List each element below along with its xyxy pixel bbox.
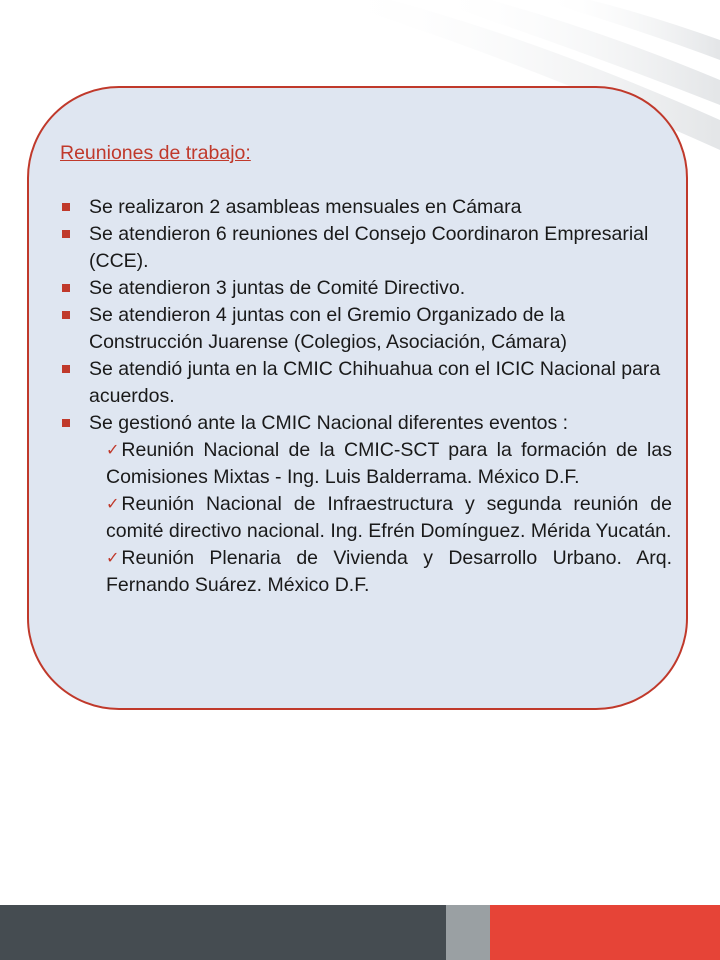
square-bullet-icon — [62, 230, 70, 238]
checkmark-icon: ✓ — [106, 442, 120, 459]
events-list — [89, 437, 672, 599]
square-bullet-icon — [62, 365, 70, 373]
footer-dark-segment — [0, 905, 446, 960]
section-heading: Reuniones de trabajo: — [60, 142, 251, 164]
square-bullet-icon — [62, 419, 70, 427]
list-item: Se atendió junta en la CMIC Chihuahua con el ICIC Nacional para acuerdos. — [60, 356, 672, 410]
list-item: Se atendieron 6 reuniones del Consejo Coordinaron Empresarial (CCE). — [60, 221, 672, 275]
footer-bar — [0, 905, 720, 960]
meetings-section — [60, 140, 672, 599]
square-bullet-icon — [62, 203, 70, 211]
event-item: ✓ Reunión Nacional de Infraestructura y segunda reunión de comité directivo nacional. Ing. Efrén Domínguez. Mérida Yucatán. — [106, 493, 672, 542]
meetings-list — [60, 194, 672, 599]
list-item: Se realizaron 2 asambleas mensuales en Cámara — [60, 194, 672, 221]
event-item: ✓ Reunión Nacional de la CMIC-SCT para la formación de las Comisiones Mixtas - Ing. Luis Balderrama. México D.F. — [106, 439, 672, 488]
list-item: Se atendieron 4 juntas con el Gremio Organizado de la Construcción Juarense (Colegios, Asociación, Cámara) — [60, 302, 672, 356]
square-bullet-icon — [62, 311, 70, 319]
event-item: ✓ Reunión Plenaria de Vivienda y Desarrollo Urbano. Arq. Fernando Suárez. México D.F. — [106, 547, 672, 596]
footer-gray-segment — [446, 905, 490, 960]
checkmark-icon: ✓ — [106, 496, 120, 513]
square-bullet-icon — [62, 284, 70, 292]
checkmark-icon: ✓ — [106, 550, 120, 567]
list-item: Se gestionó ante la CMIC Nacional diferentes eventos : ✓ Reunión Nacional de la CMIC-SCT para la formación de las Comisiones Mixtas - Ing. Luis Balderrama. México D.F. ✓ Reunión Nacional de Infraestructura y segunda reunión de comité directivo nacional. Ing. Efrén Domínguez. Mérida Yucatán. ✓ Reunión Plenaria de Vivienda y Desarrollo Urbano. Arq. Fernando Suárez. México D.F. — [60, 410, 672, 599]
list-item: Se atendieron 3 juntas de Comité Directivo. — [60, 275, 672, 302]
footer-red-segment — [490, 905, 720, 960]
